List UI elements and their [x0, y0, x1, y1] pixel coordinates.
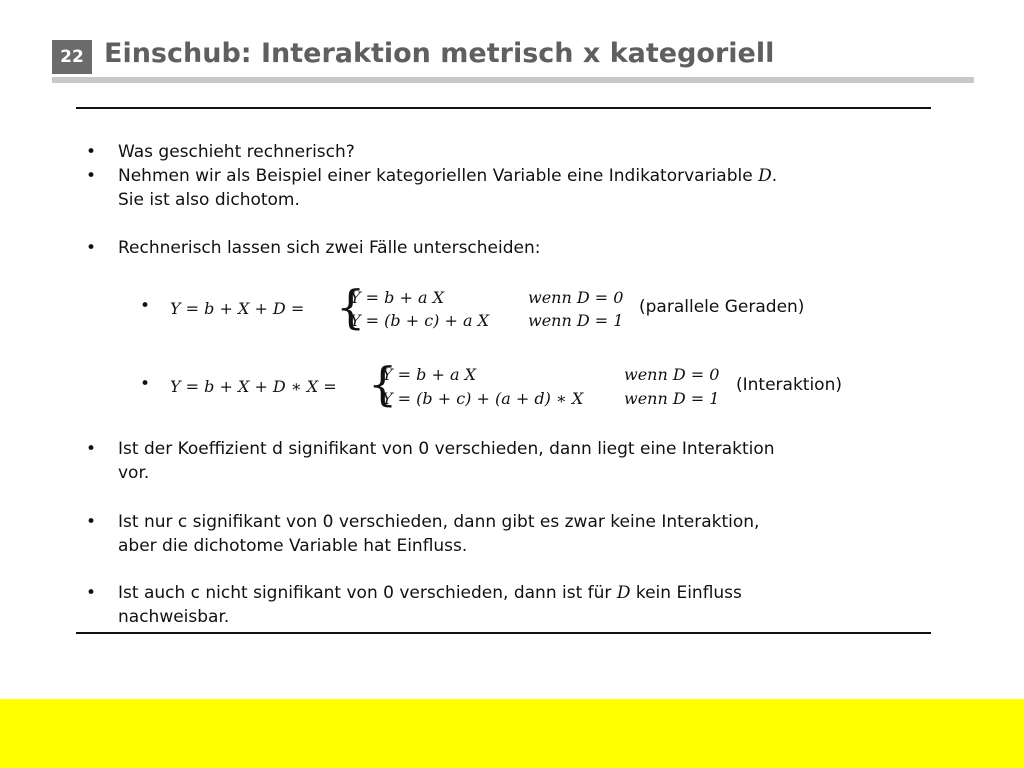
bullet-dot-icon: • — [86, 439, 97, 459]
bullet-text — [118, 510, 918, 558]
slide-title: Einschub: Interaktion metrisch x kategoriell — [104, 38, 775, 69]
title-underline — [52, 77, 974, 83]
bullet-text-part: Ist auch c nicht signifikant von 0 verschieden, dann ist für — [118, 583, 617, 603]
footer-bar — [0, 699, 1024, 768]
bullet-text — [118, 581, 918, 629]
bullet-item-5 — [86, 510, 926, 558]
content-bottom-rule — [76, 632, 931, 634]
formula-lhs: Y = b + X + D ∗ X = — [170, 377, 337, 396]
bullet-dot-icon: • — [86, 583, 97, 603]
bullet-text-part: vor. — [118, 463, 150, 483]
bullet-text — [118, 164, 918, 212]
formula-case-1: Y = b + a X — [382, 365, 476, 384]
bullet-dot-icon: • — [86, 166, 97, 186]
indicator-variable: D — [616, 583, 631, 603]
bullet-text-part: Nehmen wir als Beispiel einer kategoriellen Variable eine Indikatorvariable — [118, 166, 759, 186]
sub-bullet-dot-icon: • — [140, 296, 151, 316]
bullet-text-part: Sie ist also dichotom. — [118, 190, 300, 210]
bullet-text-part: Ist der Koeffizient d signifikant von 0 verschieden, dann liegt eine Interaktion — [118, 439, 775, 459]
bullet-text-part: Ist nur c signifikant von 0 verschieden, dann gibt es zwar keine Interaktion, — [118, 512, 760, 532]
bullet-dot-icon: • — [86, 142, 97, 162]
bullet-dot-icon: • — [86, 512, 97, 532]
bullet-dot-icon: • — [86, 238, 97, 258]
bullet-text: Was geschieht rechnerisch? — [118, 142, 355, 162]
formula-condition-1: wenn D = 0 — [624, 365, 720, 384]
curly-brace-icon: { — [368, 357, 398, 411]
bullet-text-part: . — [771, 166, 778, 186]
formula-condition-2: wenn D = 1 — [624, 389, 720, 408]
curly-brace-icon: { — [336, 280, 366, 334]
formula-condition-2: wenn D = 1 — [528, 311, 624, 330]
bullet-item-2 — [86, 164, 926, 212]
bullet-item-4 — [86, 437, 926, 485]
formula-case-1: Y = b + a X — [350, 288, 444, 307]
formula-case-2: Y = (b + c) + a X — [350, 311, 489, 330]
formula-case-2: Y = (b + c) + (a + d) ∗ X — [382, 389, 584, 408]
bullet-text-part: nachweisbar. — [118, 607, 230, 627]
formula-note: (parallele Geraden) — [639, 297, 805, 317]
content-top-rule — [76, 107, 931, 109]
formula-lhs: Y = b + X + D = — [170, 299, 305, 318]
indicator-variable: D — [758, 166, 772, 186]
bullet-text-part: aber die dichotome Variable hat Einfluss. — [118, 536, 468, 556]
sub-bullet-dot-icon: • — [140, 374, 151, 394]
formula-condition-1: wenn D = 0 — [528, 288, 624, 307]
slide-number: 22 — [60, 47, 84, 67]
formula-note: (Interaktion) — [736, 375, 842, 395]
slide-number-badge — [52, 40, 92, 74]
bullet-text: Rechnerisch lassen sich zwei Fälle unterscheiden: — [118, 238, 541, 258]
bullet-text-part: kein Einfluss — [630, 583, 742, 603]
bullet-item-6 — [86, 581, 926, 629]
bullet-text — [118, 437, 918, 485]
